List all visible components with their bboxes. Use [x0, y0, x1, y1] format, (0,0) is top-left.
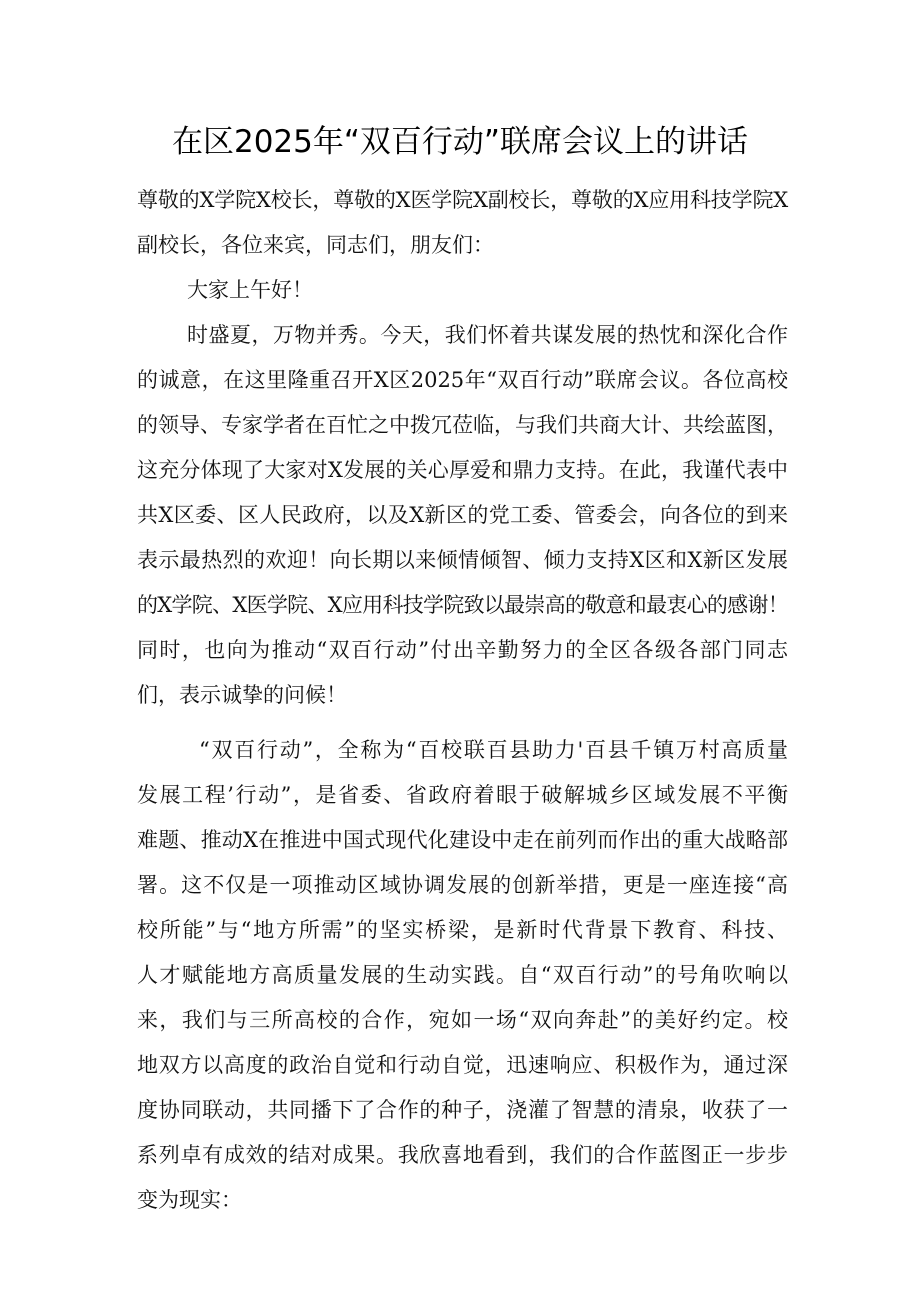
paragraph-line: 的诚意，在这里隆重召开X区2025年“双百行动”联席会议。各位高校 [137, 368, 788, 392]
paragraph-line: 度协同联动，共同播下了合作的种子，浇灌了智慧的清泉，收获了一 [137, 1098, 788, 1122]
paragraph-line: 系列卓有成效的结对成果。我欣喜地看到，我们的合作蓝图正一步步 [137, 1143, 788, 1167]
paragraph-line: 变为现实： [137, 1188, 242, 1212]
document-title: 在区2025年“双百行动”联席会议上的讲话 [171, 124, 748, 160]
paragraph-line: 同时，也向为推动“双百行动”付出辛勤努力的全区各级各部门同志 [137, 638, 788, 662]
paragraph-line: 地双方以高度的政治自觉和行动自觉，迅速响应、积极作为，通过深 [137, 1053, 788, 1077]
paragraph-line: 难题、推动X在推进中国式现代化建设中走在前列而作出的重大战略部 [137, 828, 788, 852]
paragraph-line: 人才赋能地方高质量发展的生动实践。自“双百行动”的号角吹响以 [137, 963, 788, 987]
paragraph-line: 表示最热烈的欢迎！向长期以来倾情倾智、倾力支持X区和X新区发展 [137, 548, 788, 572]
salutation-line: 尊敬的X学院X校长，尊敬的X医学院X副校长，尊敬的X应用科技学院X [137, 188, 788, 212]
paragraph-line: 共X区委、区人民政府，以及X新区的党工委、管委会，向各位的到来 [137, 503, 788, 527]
paragraph-line: 这充分体现了大家对X发展的关心厚爱和鼎力支持。在此，我谨代表中 [137, 458, 788, 482]
document-body [137, 178, 788, 1223]
paragraph-line: 时盛夏，万物并秀。今天，我们怀着共谋发展的热忱和深化合作 [187, 323, 788, 347]
greeting: 大家上午好！ [187, 278, 313, 302]
salutation-line: 副校长，各位来宾，同志们，朋友们： [137, 233, 494, 257]
paragraph-line: 们，表示诚挚的问候！ [137, 683, 347, 707]
paragraph-line: 发展工程’行动”，是省委、省政府着眼于破解城乡区域发展不平衡 [137, 783, 788, 807]
paragraph-line: 的领导、专家学者在百忙之中拨冗莅临，与我们共商大计、共绘蓝图， [137, 413, 788, 437]
paragraph-line: 校所能”与“地方所需”的坚实桥梁，是新时代背景下教育、科技、 [137, 918, 788, 942]
paragraph-line: 来，我们与三所高校的合作，宛如一场“双向奔赴”的美好约定。校 [137, 1008, 788, 1032]
paragraph-line: “双百行动”，全称为“百校联百县助力'百县千镇万村高质量 [199, 738, 788, 762]
paragraph-line: 署。这不仅是一项推动区域协调发展的创新举措，更是一座连接“高 [137, 873, 788, 897]
paragraph-gap [137, 718, 788, 728]
paragraph-line: 的X学院、X医学院、X应用科技学院致以最崇高的敬意和最衷心的感谢！ [137, 593, 788, 617]
